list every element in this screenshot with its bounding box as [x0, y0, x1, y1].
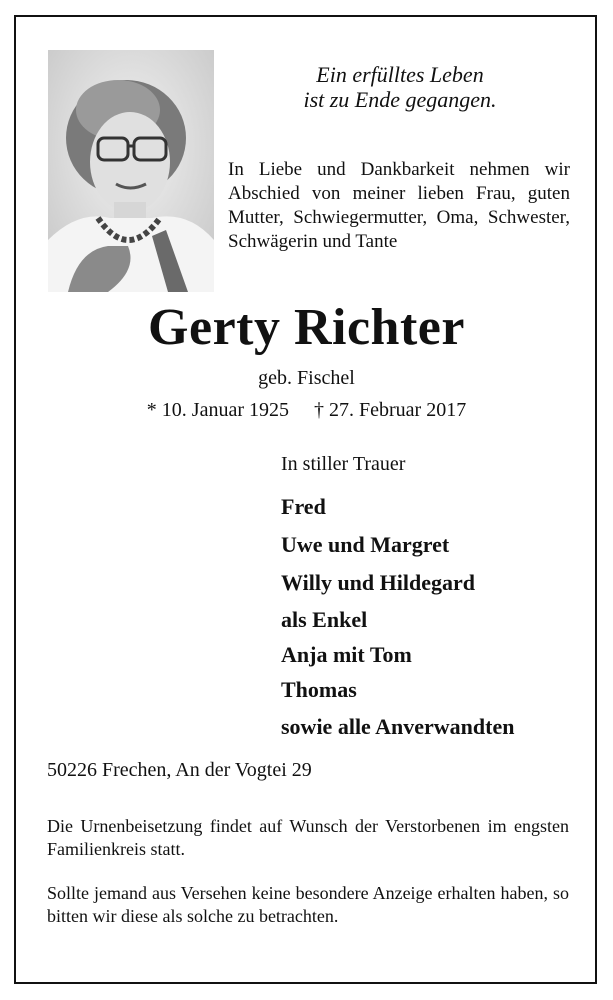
intro-text: In Liebe und Dankbarkeit nehmen wir Abschied von meiner lieben Frau, guten Mutter, Schwiegermutter, Oma, Schwester, Schwägerin und Tante	[228, 159, 570, 252]
motto-line: Ein erfülltes Leben	[316, 62, 484, 87]
motto-line: ist zu Ende gegangen.	[303, 87, 497, 112]
mourning-label: In stiller Trauer	[281, 453, 406, 475]
mourner: Anja mit Tom	[281, 642, 412, 667]
address: 50226 Frechen, An der Vogtei 29	[47, 759, 312, 781]
life-dates	[0, 398, 613, 422]
mourners-list	[281, 488, 514, 746]
mourner: Fred	[281, 494, 326, 519]
mourner: Uwe und Margret	[281, 532, 450, 557]
mourner: Willy und Hildegard	[281, 570, 475, 595]
mourner: Thomas	[281, 677, 357, 702]
portrait-photo	[48, 50, 214, 292]
deceased-name: Gerty Richter	[148, 299, 465, 356]
mourner: sowie alle Anverwandten	[281, 714, 515, 739]
death-date: † 27. Februar 2017	[314, 399, 467, 421]
notice-note: Sollte jemand aus Versehen keine besondere Anzeige erhalten haben, so bitten wir diese als solche zu betrachten.	[47, 883, 569, 926]
mourner: als Enkel	[281, 607, 368, 632]
burial-note: Die Urnenbeisetzung findet auf Wunsch der Verstorbenen im engsten Familienkreis statt.	[47, 816, 569, 859]
birth-name: geb. Fischel	[258, 367, 355, 389]
birth-date: * 10. Januar 1925	[146, 399, 289, 421]
motto	[230, 62, 570, 112]
